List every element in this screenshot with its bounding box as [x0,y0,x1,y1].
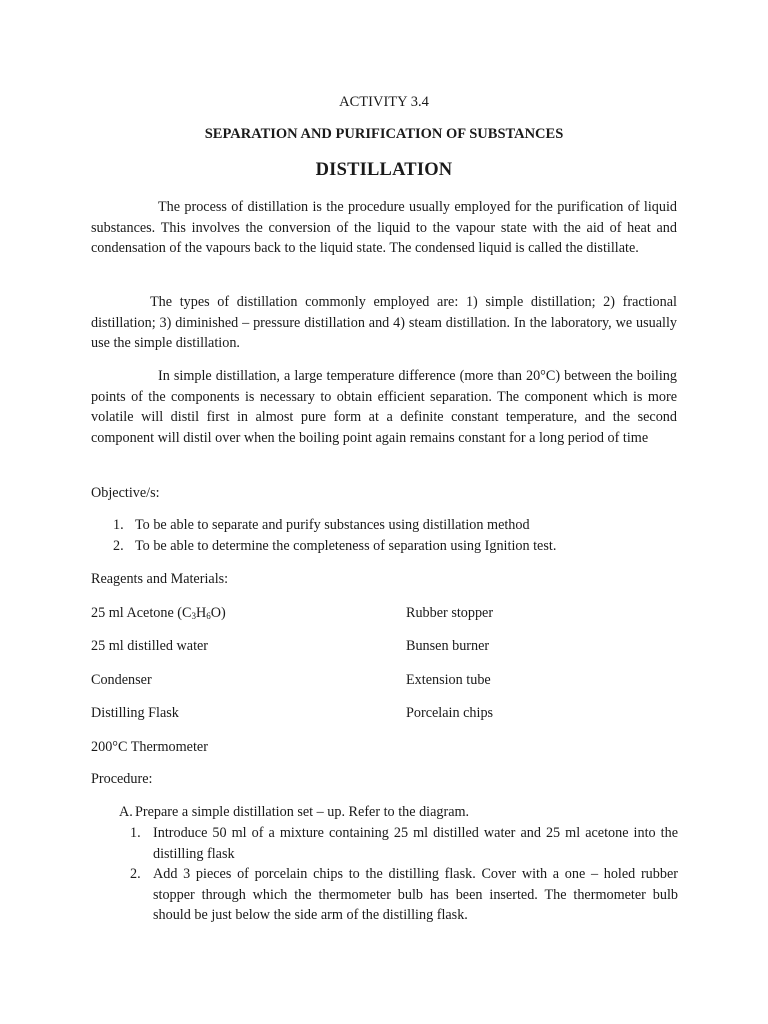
material-text: H [195,605,207,621]
subscript: 3 [191,611,196,621]
activity-number: ACTIVITY 3.4 [339,94,429,110]
objectives-heading: Objective/s: [91,485,160,501]
document-subtitle: SEPARATION AND PURIFICATION OF SUBSTANCES [204,126,564,142]
list-item [130,823,678,864]
list-item [130,864,678,926]
procedure-heading: Procedure: [91,771,153,787]
intro-paragraph: The process of distillation is the procedure usually employed for the purification of liquid substances. This involves the conversion of the liquid to the vapour state with the aid of heat and condensation of the vapours back to the liquid state. The condensed liquid is called the distillate. [91,199,677,257]
list-number: 1. [130,825,141,841]
list-number: 2. [130,866,141,883]
list-text: Introduce 50 ml of a mixture containing 25 ml distilled water and 25 ml acetone into the distilling flask [153,825,678,862]
procedure-step-a [119,802,469,823]
list-item [113,515,556,536]
material-item: Extension tube [406,672,491,688]
material-item: Porcelain chips [406,705,494,721]
material-item: 25 ml distilled water [91,638,209,654]
material-item: Rubber stopper [406,605,494,621]
material-text: 25 ml Acetone (C [91,605,192,621]
material-item: Condenser [91,672,152,688]
material-item: Bunsen burner [406,638,490,654]
list-text: Add 3 pieces of porcelain chips to the distilling flask. Cover with a one – holed rubber stopper through which the thermometer bulb has been inserted. The thermometer bulb should be just below the side arm of the distilling flask. [153,866,678,924]
list-number: 2. [113,538,124,554]
step-letter: A. [119,804,133,820]
material-acetone [91,603,226,623]
procedure-steps [130,823,678,926]
types-paragraph: The types of distillation commonly employed are: 1) simple distillation; 2) fractional distillation; 3) diminished – pressure distillation and 4) steam distillation. In the laboratory, we usually use the simple distillation. [91,294,677,352]
list-number: 1. [113,517,124,533]
list-item [113,536,556,557]
subscript: 6 [206,611,211,621]
step-text: Prepare a simple distillation set – up. Refer to the diagram. [135,804,470,820]
materials-heading: Reagents and Materials: [91,571,229,587]
list-text: To be able to determine the completeness of separation using Ignition test. [135,538,557,554]
material-item: 200°C Thermometer [91,739,208,755]
objectives-list [113,515,556,557]
material-item: Distilling Flask [91,705,179,721]
material-text: O) [210,605,226,621]
list-text: To be able to separate and purify substances using distillation method [135,517,530,533]
simple-distillation-paragraph: In simple distillation, a large temperature difference (more than 20°C) between the boiling points of the components is necessary to obtain efficient separation. The component which is more volatile will distil first in almost pure form at a definite constant temperature, and the second component will distil over when the boiling point again remains constant for a long period of time [91,368,677,447]
document-title: DISTILLATION [315,160,453,180]
